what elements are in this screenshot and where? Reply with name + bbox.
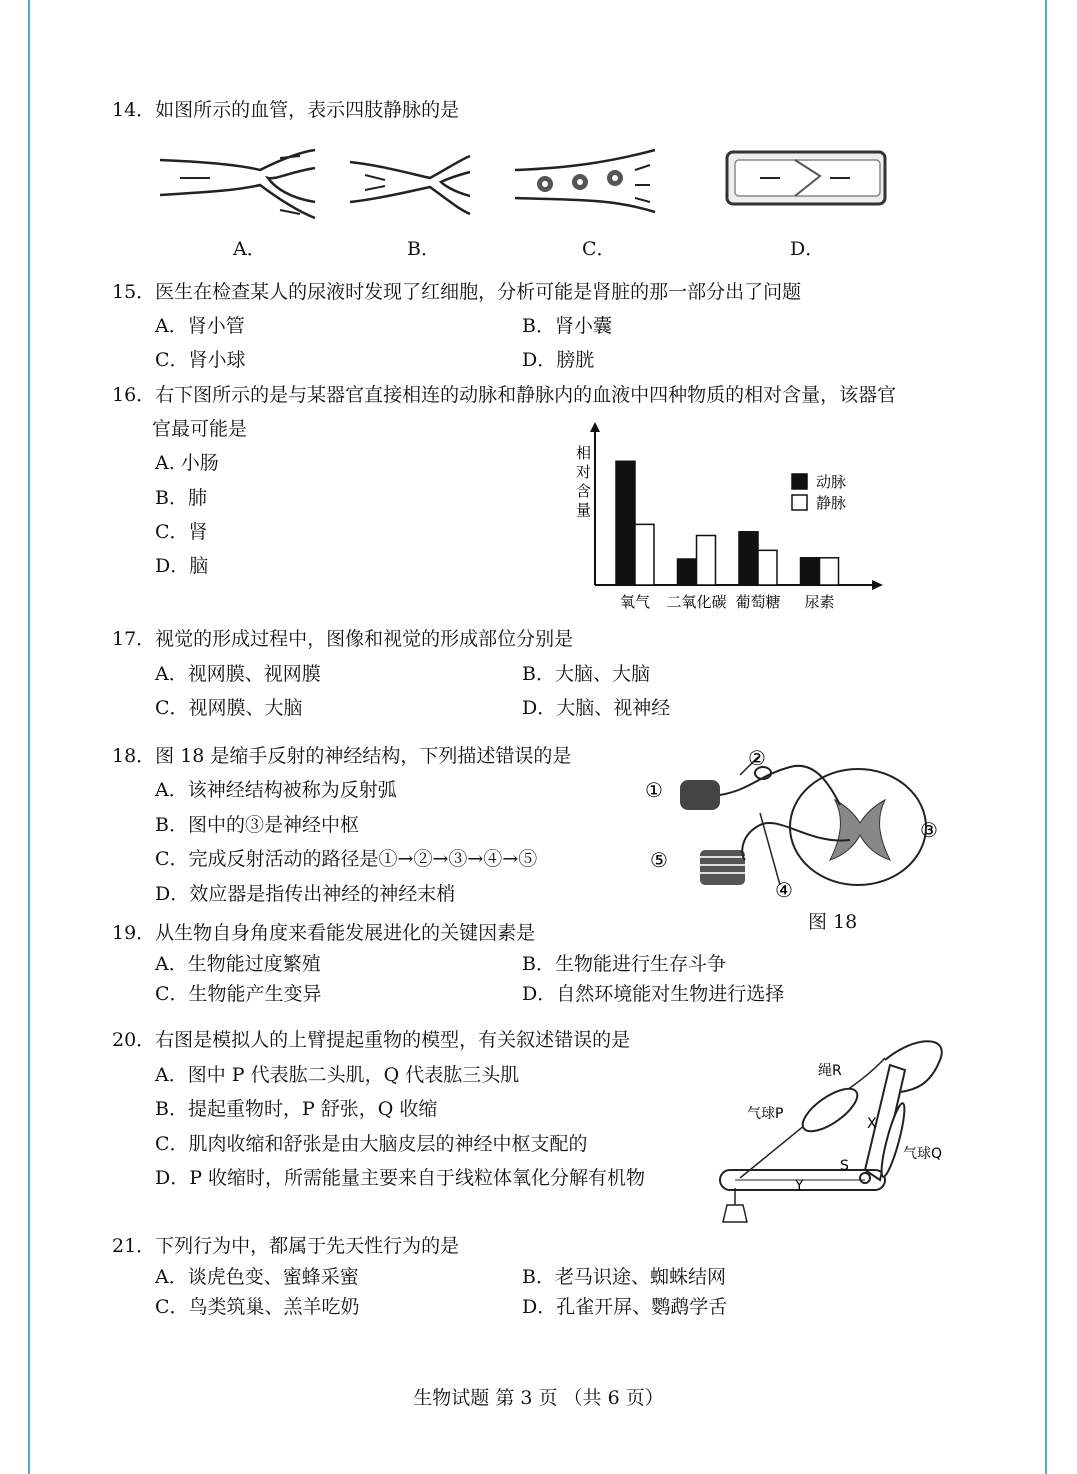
q18-option-d: D．效应器是指传出神经的神经末梢 xyxy=(155,883,456,905)
q21-option-d: D．孔雀开屏、鹦鹉学舌 xyxy=(522,1296,728,1318)
bar-静脉-氧气 xyxy=(635,524,654,585)
q20-option-d: D．P 收缩时，所需能量主要来自于线粒体氧化分解有机物 xyxy=(155,1167,646,1189)
q18-stem: 18．图 18 是缩手反射的神经结构，下列描述错误的是 xyxy=(112,745,572,767)
legend-swatch-动脉 xyxy=(792,474,807,489)
legend-label-静脉: 静脉 xyxy=(816,494,847,512)
q15-option-d: D．膀胱 xyxy=(522,349,595,371)
arm-label-s: S xyxy=(840,1158,849,1174)
q16-option-a: A. 小肠 xyxy=(155,452,219,474)
bar-动脉-氧气 xyxy=(616,461,635,585)
q17-stem: 17．视觉的形成过程中，图像和视觉的形成部位分别是 xyxy=(112,628,574,650)
chart-ylabel: 相对含量 xyxy=(576,444,592,519)
q15-option-a: A．肾小管 xyxy=(155,315,245,337)
vessel-d-icon xyxy=(727,152,885,204)
q17-option-a: A．视网膜、视网膜 xyxy=(155,663,321,685)
chart-xticks xyxy=(620,593,835,611)
q16-option-d: D．脑 xyxy=(155,555,209,577)
bar-静脉-二氧化碳 xyxy=(697,536,716,586)
xtick-二氧化碳: 二氧化碳 xyxy=(666,593,727,611)
reflex-label-3: ③ xyxy=(920,818,938,842)
bar-动脉-尿素 xyxy=(801,558,820,585)
arm-label-x: X xyxy=(867,1116,877,1132)
q19-option-c: C．生物能产生变异 xyxy=(155,983,322,1005)
bar-动脉-二氧化碳 xyxy=(678,559,697,585)
vessel-a-icon xyxy=(160,150,315,218)
q17-option-c: C．视网膜、大脑 xyxy=(155,697,303,719)
q16-option-b: B．肺 xyxy=(155,487,207,509)
bar-静脉-葡萄糖 xyxy=(758,550,777,585)
q20-option-b: B．提起重物时，P 舒张，Q 收缩 xyxy=(155,1098,438,1120)
q17-option-b: B．大脑、大脑 xyxy=(522,663,650,685)
vessel-c-icon xyxy=(515,150,655,212)
q14-label-a: A． xyxy=(233,238,266,260)
q18-figure-caption: 图 18 xyxy=(808,911,858,933)
q21-option-b: B．老马识途、蜘蛛结网 xyxy=(522,1266,726,1288)
vessel-b-icon xyxy=(350,156,470,214)
reflex-label-2: ② xyxy=(748,746,766,770)
arm-label-rope: 绳R xyxy=(818,1063,842,1079)
xtick-尿素: 尿素 xyxy=(804,593,835,611)
q14-label-d: D． xyxy=(790,238,825,260)
q20-stem: 20．右图是模拟人的上臂提起重物的模型，有关叙述错误的是 xyxy=(112,1029,631,1051)
q19-stem: 19．从生物自身角度来看能发展进化的关键因素是 xyxy=(112,922,536,944)
q20-option-c: C．肌肉收缩和舒张是由大脑皮层的神经中枢支配的 xyxy=(155,1133,588,1155)
xtick-氧气: 氧气 xyxy=(619,593,651,611)
q14-vessel-figures xyxy=(150,140,910,235)
legend-swatch-静脉 xyxy=(792,495,807,510)
q16-bar-chart xyxy=(560,418,900,618)
q18-option-c: C．完成反射活动的路径是①→②→③→④→⑤ xyxy=(155,848,538,870)
q19-option-d: D．自然环境能对生物进行选择 xyxy=(522,983,785,1005)
legend-label-动脉: 动脉 xyxy=(816,473,847,491)
arm-model-figure xyxy=(715,1030,955,1230)
y-axis-arrow xyxy=(590,422,600,432)
q19-option-b: B．生物能进行生存斗争 xyxy=(522,953,726,975)
q14-label-c: C． xyxy=(582,238,616,260)
q19-option-a: A．生物能过度繁殖 xyxy=(155,953,321,975)
q16-stem-line1: 16．右下图所示的是与某器官直接相连的动脉和静脉内的血液中四种物质的相对含量，该器官 xyxy=(112,384,897,406)
q21-stem: 21．下列行为中，都属于先天性行为的是 xyxy=(112,1235,460,1257)
chart-legend xyxy=(792,473,846,512)
reflex-arc-figure xyxy=(640,745,950,905)
bar-静脉-尿素 xyxy=(820,558,839,585)
q17-option-d: D．大脑、视神经 xyxy=(522,697,671,719)
x-axis-arrow xyxy=(872,580,883,590)
arm-label-balloon-p: 气球P xyxy=(747,1106,784,1122)
q18-option-b: B．图中的③是神经中枢 xyxy=(155,814,359,836)
q15-option-c: C．肾小球 xyxy=(155,349,246,371)
q15-option-b: B．肾小囊 xyxy=(522,315,612,337)
q15-stem: 15．医生在检查某人的尿液时发现了红细胞，分析可能是肾脏的那一部分出了问题 xyxy=(112,281,802,303)
q21-option-c: C．鸟类筑巢、羔羊吃奶 xyxy=(155,1296,360,1318)
q16-option-c: C．肾 xyxy=(155,521,208,543)
q16-stem-line2: 官最可能是 xyxy=(152,418,248,440)
reflex-label-5: ⑤ xyxy=(650,848,668,872)
q21-option-a: A．谈虎色变、蜜蜂采蜜 xyxy=(155,1266,359,1288)
reflex-label-1: ① xyxy=(645,778,663,802)
xtick-葡萄糖: 葡萄糖 xyxy=(735,593,781,611)
bar-动脉-葡萄糖 xyxy=(739,532,758,585)
q14-stem: 14．如图所示的血管，表示四肢静脉的是 xyxy=(112,99,460,121)
arm-label-y: Y xyxy=(795,1178,804,1194)
reflex-label-4: ④ xyxy=(775,878,793,902)
arm-label-balloon-q: 气球Q xyxy=(903,1146,943,1162)
q18-option-a: A．该神经结构被称为反射弧 xyxy=(155,779,397,801)
q20-option-a: A．图中 P 代表肱二头肌，Q 代表肱三头肌 xyxy=(155,1064,520,1086)
q14-label-b: B． xyxy=(407,238,440,260)
page-footer: 生物试题 第 3 页 （共 6 页） xyxy=(413,1387,664,1409)
